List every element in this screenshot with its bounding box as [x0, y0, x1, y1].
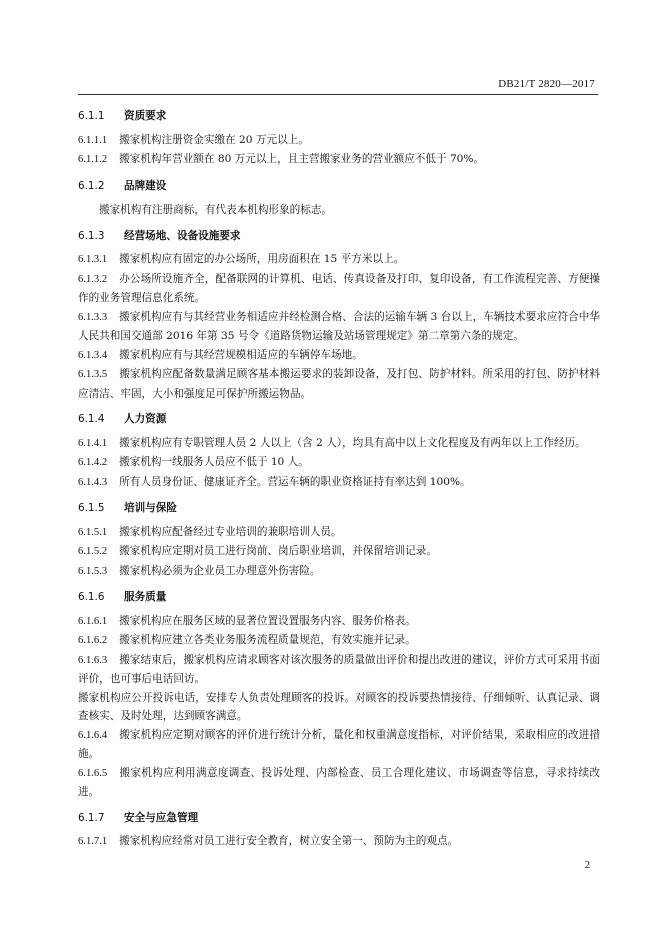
clause-text: 搬家机构应建立各类业务服务流程质量规范，有效实施并记录。: [119, 634, 416, 646]
clause-number: 6.1.3.2: [78, 273, 108, 285]
clause-number: 6.1.1.2: [78, 154, 108, 165]
clause-paragraph: [78, 365, 600, 403]
section-heading: [78, 499, 600, 518]
page-number: 2: [584, 860, 590, 871]
section-title: 安全与应急管理: [124, 811, 199, 824]
clause-text: 搬家机构应公开投诉电话，安排专人负责处理顾客的投诉。对顾客的投诉要热情接待、仔细倾听、认真记录、调查核实、及时处理，达到顾客满意。: [78, 691, 600, 722]
section-heading: [78, 227, 600, 246]
section-number: 6.1.6: [78, 591, 105, 603]
clause-paragraph: [78, 689, 600, 726]
clause-text: 搬家机构应定期对员工进行岗前、岗后职业培训，并保留培训记录。: [119, 545, 437, 557]
clause-number: 6.1.1.1: [78, 134, 108, 146]
section-number: 6.1.5: [78, 502, 105, 514]
clause-number: 6.1.3.1: [78, 254, 108, 265]
section-title: 培训与保险: [124, 502, 177, 514]
clause-text: 搬家机构有注册商标，有代表本机构形象的标志。: [99, 204, 333, 216]
clause-text: 搬家机构年营业额在 80 万元以上，且主营搬家业务的营业额应不低于 70%。: [119, 153, 485, 165]
clause-paragraph: [78, 453, 600, 473]
clause-paragraph: [78, 473, 600, 493]
section-number: 6.1.7: [78, 811, 105, 824]
section-heading: [78, 107, 600, 126]
clause-paragraph: [78, 726, 600, 764]
clause-paragraph: [78, 562, 600, 582]
clause-paragraph: [78, 270, 600, 308]
clause-number: 6.1.6.1: [78, 615, 108, 627]
clause-paragraph: [78, 631, 600, 651]
clause-number: 6.1.7.1: [78, 836, 108, 847]
section-title: 品牌建设: [124, 179, 167, 192]
clause-paragraph: [78, 832, 600, 852]
clause-number: 6.1.6.4: [78, 729, 108, 741]
section-title: 服务质量: [124, 591, 167, 603]
clause-number: 6.1.6.2: [78, 635, 108, 646]
clause-paragraph: [78, 308, 600, 346]
section-number: 6.1.1: [78, 110, 105, 122]
clause-paragraph: [78, 542, 600, 562]
clause-paragraph: [78, 612, 600, 632]
clause-number: 6.1.4.3: [78, 476, 108, 488]
clause-text: 搬家结束后，搬家机构应请求顾客对该次服务的质量做出评价和提出改进的建议，评价方式可采用书面评价，也可事后电话回访。: [78, 653, 600, 685]
clause-text: 搬家机构应配备数量满足顾客基本搬运要求的装卸设备，及打包、防护材料。所采用的打包、防护材料应清洁、牢固，大小和强度足可保护所搬运物品。: [78, 368, 600, 400]
clause-number: 6.1.5.3: [78, 565, 108, 577]
section-heading: [78, 588, 600, 607]
section-title: 资质要求: [124, 110, 167, 122]
clause-paragraph: [78, 131, 600, 151]
clause-number: 6.1.4.2: [78, 457, 108, 468]
clause-paragraph: [78, 434, 600, 454]
section-number: 6.1.2: [78, 179, 105, 192]
document-body: [78, 107, 600, 852]
document-code: DB21/T 2820—2017: [498, 78, 595, 90]
clause-number: 6.1.6.5: [78, 767, 108, 779]
section-number: 6.1.3: [78, 229, 105, 242]
clause-text: 搬家机构注册资金实缴在 20 万元以上。: [119, 133, 309, 146]
section-heading: [78, 809, 600, 828]
clause-text: 所有人员身份证、健康证齐全。营运车辆的职业资格证持有率达到 100%。: [119, 475, 471, 488]
section-number: 6.1.4: [78, 413, 105, 425]
clause-paragraph: [78, 150, 600, 170]
clause-paragraph: [78, 764, 600, 802]
clause-text: 搬家机构应有与其经营规模相适应的车辆停车场地。: [119, 348, 363, 361]
clause-paragraph: [78, 651, 600, 689]
clause-text: 办公场所设施齐全，配备联网的计算机、电话、传真设备及打印、复印设备，有工作流程完善、方便操作的业务管理信息化系统。: [78, 272, 600, 304]
clause-text: 搬家机构应有与其经营业务相适应并经检测合格、合法的运输车辆 3 台以上，车辆技术要求应符合中华人民共和国交通部 2016 年第 35 号令《道路货物运输及站场管理规定》第二章第六条的规定。: [78, 310, 600, 342]
section-heading: [78, 177, 600, 196]
clause-paragraph: [78, 346, 600, 366]
clause-text: 搬家机构应经常对员工进行安全教育，树立安全第一、预防为主的观点。: [119, 835, 459, 847]
clause-text: 搬家机构应配备经过专业培训的兼职培训人员。: [119, 525, 342, 538]
clause-paragraph: [78, 201, 600, 220]
clause-paragraph: [78, 523, 600, 543]
clause-text: 搬家机构一线服务人员应不低于 10 人。: [119, 456, 309, 468]
clause-number: 6.1.3.4: [78, 349, 108, 361]
clause-number: 6.1.3.5: [78, 369, 108, 380]
clause-text: 搬家机构应有专职管理人员 2 人以上（含 2 人），均具有高中以上文化程度及有两年以上工作经历。: [119, 436, 586, 449]
clause-number: 6.1.4.1: [78, 437, 108, 449]
clause-text: 搬家机构应有固定的办公场所，用房面积在 15 平方米以上。: [119, 253, 405, 265]
clause-number: 6.1.5.1: [78, 526, 108, 538]
clause-text: 搬家机构应在服务区域的显著位置设置服务内容、服务价格表。: [119, 614, 416, 627]
clause-paragraph: [78, 250, 600, 270]
clause-text: 搬家机构必须为企业员工办理意外伤害险。: [119, 564, 321, 577]
clause-number: 6.1.5.2: [78, 546, 108, 557]
section-title: 人力资源: [124, 413, 167, 425]
section-heading: [78, 410, 600, 429]
clause-number: 6.1.3.3: [78, 311, 108, 323]
clause-number: 6.1.6.3: [78, 654, 108, 666]
section-title: 经营场地、设备设施要求: [124, 229, 241, 242]
header-divider: [78, 94, 598, 95]
clause-text: 搬家机构应利用满意度调查、投诉处理、内部检查、员工合理化建议、市场调查等信息，寻求持续改进。: [78, 766, 600, 798]
clause-text: 搬家机构应定期对顾客的评价进行统计分析，量化和权重满意度指标，对评价结果，采取相应的改进措施。: [78, 728, 600, 760]
